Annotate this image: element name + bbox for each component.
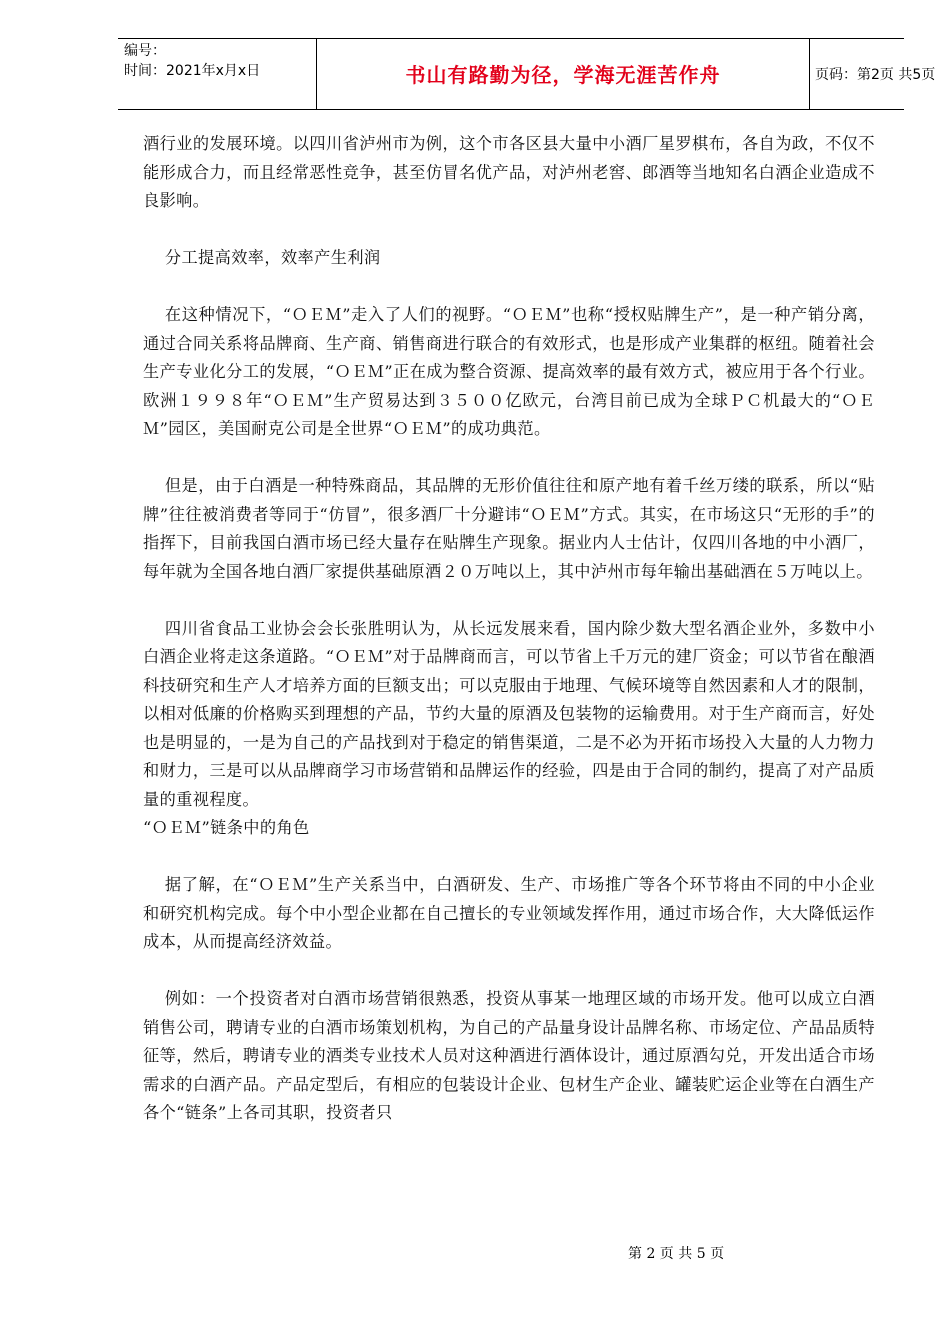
page-footer: 第 2 页 共 5 页 <box>628 1246 725 1262</box>
section-heading-oem-roles: “ＯＥＭ”链条中的角色 <box>143 818 310 837</box>
paragraph-oem-relations: 据了解，在“ＯＥＭ”生产关系当中，白酒研发、生产、市场推广等各个环节将由不同的中小企业和研究机构完成。每个中小型企业都在自己擅长的专业领域发挥作用，通过市场合作，大大降低运作成本，从而提高经济效益。 <box>143 875 875 951</box>
header-motto: 书山有路勤为径，学海无涯苦作舟 <box>405 63 721 87</box>
paragraph-oem-intro: 在这种情况下，“ＯＥＭ”走入了人们的视野。“ＯＥＭ”也称“授权贴牌生产”，是一种产销分离，通过合同关系将品牌商、生产商、销售商进行联合的有效形式，也是形成产业集群的枢纽。随着社会生产专业化分工的发展，“ＯＥＭ”正在成为整合资源、提高效率的最有效方式，被应用于各个行业。欧洲１９９８年“ＯＥＭ”生产贸易达到３５００亿欧元，台湾目前已成为全球ＰＣ机最大的“ＯＥＭ”园区，美国耐克公司是全世界“ＯＥＭ”的成功典范。 <box>143 305 875 438</box>
document-header <box>118 38 936 110</box>
header-meta-cell <box>118 39 316 109</box>
number-label: 编号： <box>124 43 166 59</box>
time-label: 时间：2021年x月x日 <box>124 63 261 79</box>
header-motto-cell <box>316 39 810 109</box>
header-page-cell <box>809 39 936 109</box>
header-page-label: 页码：第2页 共5页 <box>815 67 936 83</box>
document-body <box>143 130 875 1128</box>
paragraph-baijiu-branding: 但是，由于白酒是一种特殊商品，其品牌的无形价值往往和原产地有着千丝万缕的联系，所以“贴牌”往往被消费者等同于“仿冒”，很多酒厂十分避讳“ＯＥＭ”方式。其实，在市场这只“无形的手”的指挥下，目前我国白酒市场已经大量存在贴牌生产现象。据业内人士估计，仅四川各地的中小酒厂，每年就为全国各地白酒厂家提供基础原酒２０万吨以上，其中泸州市每年输出基础酒在５万吨以上。 <box>143 476 875 581</box>
section-heading-division: 分工提高效率，效率产生利润 <box>164 248 381 267</box>
paragraph-continuation: 酒行业的发展环境。以四川省泸州市为例，这个市各区县大量中小酒厂星罗棋布，各自为政，不仅不能形成合力，而且经常恶性竞争，甚至仿冒名优产品，对泸州老窖、郎酒等当地知名白酒企业造成不良影响。 <box>143 134 875 210</box>
paragraph-association-view: 四川省食品工业协会会长张胜明认为，从长远发展来看，国内除少数大型名酒企业外，多数中小白酒企业将走这条道路。“ＯＥＭ”对于品牌商而言，可以节省上千万元的建厂资金；可以节省在酿酒科技研究和生产人才培养方面的巨额支出；可以克服由于地理、气候环境等自然因素和人才的限制，以相对低廉的价格购买到理想的产品，节约大量的原酒及包装物的运输费用。对于生产商而言，好处也是明显的，一是为自己的产品找到对于稳定的销售渠道，二是不必为开拓市场投入大量的人力物力和财力，三是可以从品牌商学习市场营销和品牌运作的经验，四是由于合同的制约，提高了对产品质量的重视程度。 <box>143 618 875 809</box>
paragraph-example: 例如：一个投资者对白酒市场营销很熟悉，投资从事某一地理区域的市场开发。他可以成立白酒销售公司，聘请专业的白酒市场策划机构，为自己的产品量身设计品牌名称、市场定位、产品品质特征等，然后，聘请专业的酒类专业技术人员对这种酒进行酒体设计，通过原酒勾兑，开发出适合市场需求的白酒产品。产品定型后，有相应的包装设计企业、包材生产企业、罐装贮运企业等在白酒生产各个“链条”上各司其职，投资者只 <box>143 989 875 1122</box>
